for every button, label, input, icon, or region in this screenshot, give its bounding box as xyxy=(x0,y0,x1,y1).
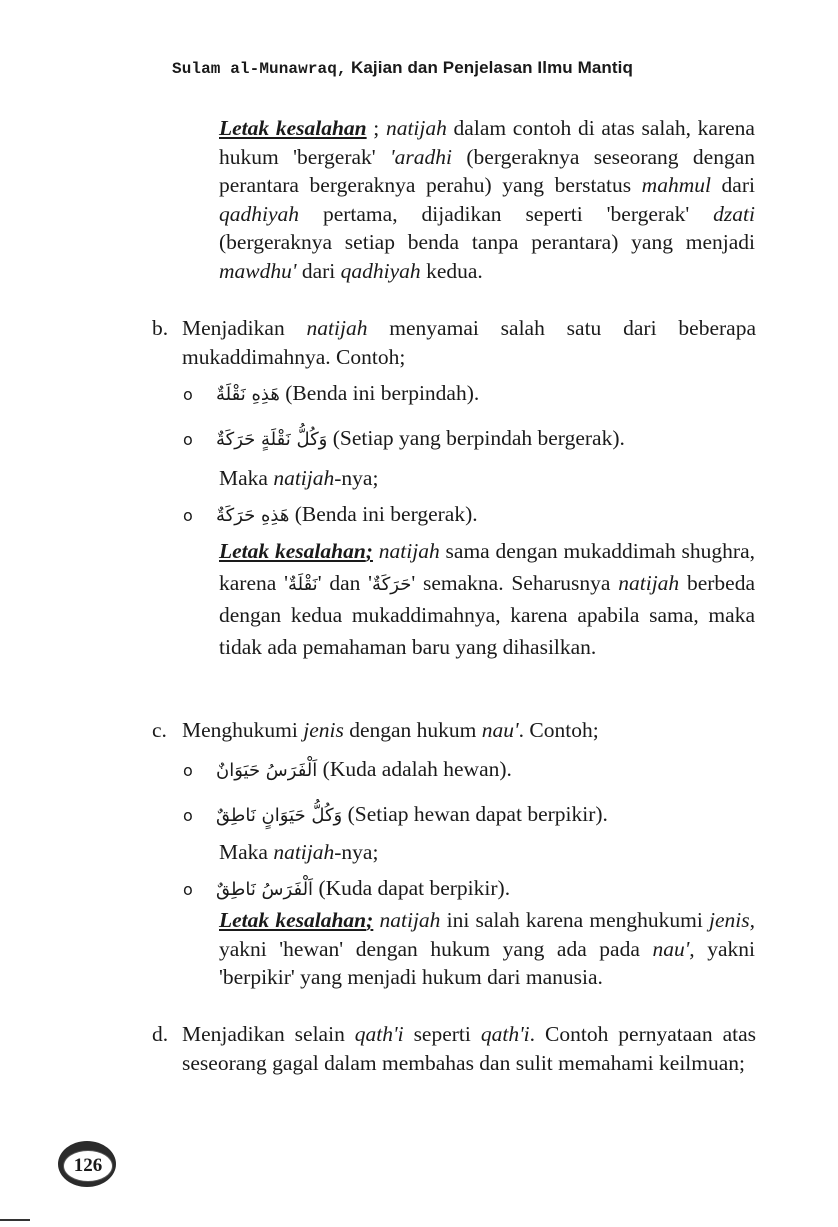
example-content xyxy=(216,800,608,830)
text-run: berbeda dengan kedua mukaddimahnya, karena apabila sama, maka tidak ada pemahaman baru yang dihasilkan. xyxy=(219,570,755,659)
page-number-badge xyxy=(58,1141,118,1189)
italic-term: natijah xyxy=(306,316,368,340)
text-run: ini salah karena menghukumi xyxy=(440,908,710,932)
text-run: Maka xyxy=(219,840,274,864)
text-run: dari xyxy=(710,173,755,198)
translation: (Benda ini bergerak). xyxy=(294,502,478,526)
translation: (Setiap yang berpindah bergerak). xyxy=(332,426,625,450)
text-run: ; xyxy=(366,116,386,140)
text-run: (bergeraknya setiap benda tanpa perantara) yang menjadi xyxy=(219,230,755,255)
text-run: . Contoh pernyataan atas seseorang gagal dalam membahas dan sulit memahami keilmuan; xyxy=(182,1022,757,1075)
section-c-error-paragraph xyxy=(219,906,755,992)
bullet-icon: o xyxy=(183,506,193,525)
arabic-text: اَلْفَرَسُ نَاطِقٌ xyxy=(216,879,314,900)
running-header xyxy=(172,58,692,78)
section-b-error-paragraph xyxy=(219,536,755,663)
text-run: . Contoh; xyxy=(518,718,599,742)
section-b xyxy=(152,314,756,374)
arabic-text: اَلْفَرَسُ حَيَوَانٌ xyxy=(216,760,318,781)
text-run: Maka xyxy=(219,466,274,490)
text-run: menyamai salah satu dari beberapa mukaddimahnya. Contoh; xyxy=(182,316,756,369)
error-label: Letak kesalahan xyxy=(219,539,366,563)
text-run: dalam contoh di atas salah, karena hukum 'bergerak' xyxy=(219,116,755,169)
bullet-icon: o xyxy=(183,430,193,449)
text-run: sama dengan mukaddimah shughra, karena ' xyxy=(219,539,756,595)
text-run: yakni 'hewan' dengan hukum yang ada pada xyxy=(219,936,653,961)
text-run: yakni 'berpikir' yang menjadi hukum dari manusia. xyxy=(219,936,755,990)
example-content xyxy=(216,424,625,454)
section-letter: c. xyxy=(152,718,167,742)
scan-edge-mark xyxy=(0,1219,30,1221)
italic-term: mahmul xyxy=(641,173,711,198)
translation: (Benda ini berpindah). xyxy=(285,381,480,405)
text-run: pertama, dijadikan seperti 'bergerak' xyxy=(299,201,714,226)
italic-term: 'aradhi xyxy=(390,144,452,169)
example-content xyxy=(216,755,512,785)
bullet-icon: o xyxy=(183,385,193,404)
header-title-mono: Sulam al-Munawraq, xyxy=(172,60,347,78)
italic-term: jenis xyxy=(303,718,344,742)
section-d-text xyxy=(182,1020,756,1077)
error-semicolon: ; xyxy=(365,539,373,563)
italic-term: dzati xyxy=(713,201,755,226)
arabic-text: حَرَكَةٌ xyxy=(372,573,412,595)
section-letter: b. xyxy=(152,316,169,340)
section-b-text xyxy=(182,314,756,371)
bullet-icon: o xyxy=(183,806,193,825)
italic-term: natijah xyxy=(273,466,335,490)
text-run: Menjadikan xyxy=(182,316,307,340)
text-run: seperti xyxy=(403,1022,481,1046)
error-label: Letak kesalahan xyxy=(219,116,367,140)
italic-term: qadhiyah xyxy=(219,201,300,226)
example-content xyxy=(216,500,478,530)
header-title-rest: Kajian dan Penjelasan Ilmu Mantiq xyxy=(351,58,633,77)
italic-term: jenis, xyxy=(709,908,756,932)
example-content xyxy=(216,874,510,904)
bullet-icon: o xyxy=(183,880,193,899)
translation: (Kuda adalah hewan). xyxy=(322,757,512,781)
italic-term: qath'i xyxy=(480,1022,530,1046)
error-semicolon: ; xyxy=(366,908,374,932)
text-run: -nya; xyxy=(334,466,379,490)
italic-term: natijah xyxy=(273,840,335,864)
arabic-text: نَقْلَةٌ xyxy=(287,573,318,595)
italic-term: mawdhu' xyxy=(219,258,297,283)
section-letter: d. xyxy=(152,1022,169,1046)
text-run: ' semakna. Seharusnya xyxy=(411,570,619,595)
text-run: -nya; xyxy=(334,840,379,864)
bullet-icon: o xyxy=(183,761,193,780)
section-c-text xyxy=(182,716,756,745)
italic-term: natijah xyxy=(385,116,447,140)
page-number: 126 xyxy=(63,1150,113,1182)
italic-term: natijah xyxy=(618,570,680,595)
text-run: Menghukumi xyxy=(182,718,304,742)
translation: (Kuda dapat berpikir). xyxy=(318,876,511,900)
maka-natijah-b xyxy=(219,464,378,492)
italic-term: qadhiyah xyxy=(340,258,421,283)
text-run: ' dan ' xyxy=(317,570,373,595)
maka-natijah-c xyxy=(219,838,378,866)
intro-paragraph xyxy=(219,114,755,286)
arabic-text: وَكُلُّ حَيَوَانٍ نَاطِقٌ xyxy=(216,805,343,826)
text-run: Menjadikan selain xyxy=(182,1022,355,1046)
italic-term: nau' xyxy=(481,718,519,742)
section-d xyxy=(152,1020,756,1110)
example-content xyxy=(216,379,479,409)
arabic-text: وَكُلُّ نَقْلَةٍ حَرَكَةٌ xyxy=(216,429,328,450)
error-label: Letak kesalahan xyxy=(219,908,367,932)
italic-term: natijah xyxy=(378,539,440,563)
arabic-text: هَذِهِ حَرَكَةٌ xyxy=(216,505,290,526)
text-run: dari xyxy=(296,258,341,283)
italic-term: nau', xyxy=(652,936,695,961)
text-run: dengan hukum xyxy=(343,718,482,742)
translation: (Setiap hewan dapat berpikir). xyxy=(347,802,608,826)
arabic-text: هَذِهِ نَقْلَةٌ xyxy=(216,384,280,405)
italic-term: natijah xyxy=(379,908,441,932)
text-run: kedua. xyxy=(420,258,483,283)
text-run: (bergeraknya seseorang dengan perantara bergeraknya perahu) yang berstatus xyxy=(219,144,756,198)
section-c xyxy=(152,716,756,746)
italic-term: qath'i xyxy=(354,1022,404,1046)
